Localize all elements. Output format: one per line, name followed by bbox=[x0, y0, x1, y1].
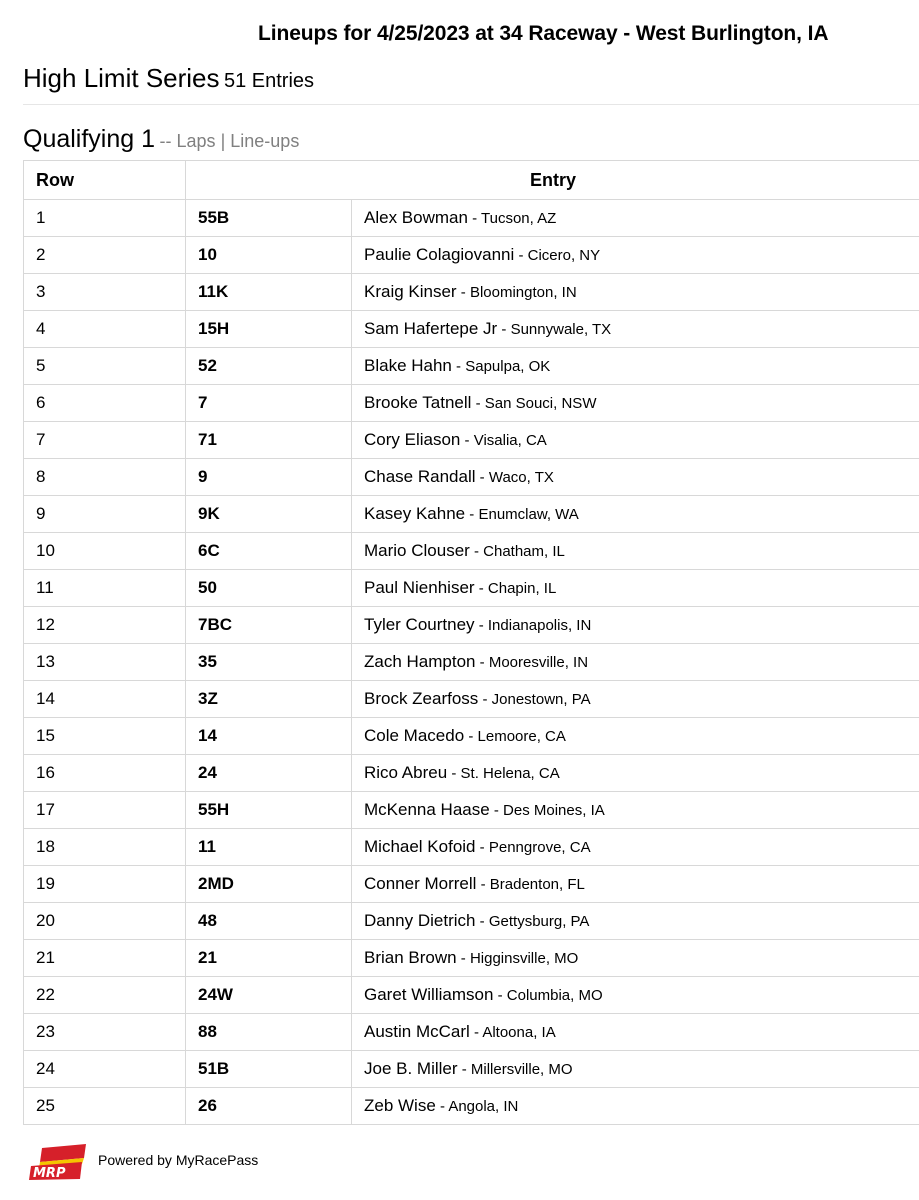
hometown-dash: - bbox=[456, 950, 470, 967]
hometown: Visalia, CA bbox=[473, 432, 547, 449]
driver-cell bbox=[352, 792, 919, 829]
entry-count: 51 Entries bbox=[223, 70, 315, 92]
car-number: 52 bbox=[186, 348, 352, 385]
hometown-dash: - bbox=[469, 1024, 483, 1041]
car-number: 9K bbox=[186, 496, 352, 533]
car-number: 24W bbox=[186, 977, 352, 1014]
hometown-dash: - bbox=[475, 654, 489, 671]
table-row bbox=[24, 200, 919, 237]
row-number: 15 bbox=[24, 718, 186, 755]
row-number: 11 bbox=[24, 570, 186, 607]
driver-name[interactable]: Kraig Kinser bbox=[364, 282, 457, 301]
driver-cell bbox=[352, 1014, 919, 1051]
driver-name[interactable]: Alex Bowman bbox=[364, 208, 468, 227]
table-row bbox=[24, 681, 919, 718]
car-number: 24 bbox=[186, 755, 352, 792]
table-row bbox=[24, 348, 919, 385]
table-row bbox=[24, 311, 919, 348]
table-row bbox=[24, 570, 919, 607]
lineups-link[interactable]: Line-ups bbox=[230, 131, 300, 151]
driver-name[interactable]: Mario Clouser bbox=[364, 541, 470, 560]
car-number: 11K bbox=[186, 274, 352, 311]
hometown: Indianapolis, IN bbox=[487, 617, 592, 634]
row-number: 20 bbox=[24, 903, 186, 940]
hometown-dash: - bbox=[474, 617, 488, 634]
hometown-dash: - bbox=[464, 728, 478, 745]
car-number: 88 bbox=[186, 1014, 352, 1051]
table-row bbox=[24, 940, 919, 977]
hometown: Tucson, AZ bbox=[481, 210, 557, 227]
driver-cell bbox=[352, 866, 919, 903]
myracepass-logo-icon[interactable] bbox=[28, 1142, 88, 1182]
row-number: 2 bbox=[24, 237, 186, 274]
row-number: 3 bbox=[24, 274, 186, 311]
car-number: 14 bbox=[186, 718, 352, 755]
hometown: Sunnywale, TX bbox=[510, 321, 612, 338]
hometown: Penngrove, CA bbox=[488, 839, 591, 856]
driver-cell bbox=[352, 311, 919, 348]
table-row bbox=[24, 385, 919, 422]
driver-name[interactable]: Conner Morrell bbox=[364, 874, 477, 893]
driver-name[interactable]: Brian Brown bbox=[364, 948, 457, 967]
driver-name[interactable]: Brooke Tatnell bbox=[364, 393, 472, 412]
hometown: Millersville, MO bbox=[470, 1061, 573, 1078]
hometown: Sapulpa, OK bbox=[465, 358, 551, 375]
qualifying-title: Qualifying 1 bbox=[23, 125, 156, 153]
driver-name[interactable]: Garet Williamson bbox=[364, 985, 494, 1004]
series-heading bbox=[23, 63, 314, 94]
row-number: 8 bbox=[24, 459, 186, 496]
driver-name[interactable]: Paul Nienhiser bbox=[364, 578, 475, 597]
table-row bbox=[24, 607, 919, 644]
table-row bbox=[24, 237, 919, 274]
table-row bbox=[24, 422, 919, 459]
hometown-dash: - bbox=[447, 765, 461, 782]
hometown-dash: - bbox=[493, 987, 507, 1004]
row-number: 12 bbox=[24, 607, 186, 644]
driver-name[interactable]: Joe B. Miller bbox=[364, 1059, 458, 1078]
table-row bbox=[24, 459, 919, 496]
hometown-dash: - bbox=[467, 210, 481, 227]
table-row bbox=[24, 903, 919, 940]
hometown-dash: - bbox=[457, 1061, 471, 1078]
hometown: St. Helena, CA bbox=[460, 765, 560, 782]
driver-name[interactable]: Danny Dietrich bbox=[364, 911, 476, 930]
row-number: 6 bbox=[24, 385, 186, 422]
hometown: Mooresville, IN bbox=[488, 654, 589, 671]
hometown-dash: - bbox=[474, 580, 488, 597]
table-row bbox=[24, 1051, 919, 1088]
car-number: 6C bbox=[186, 533, 352, 570]
row-number: 7 bbox=[24, 422, 186, 459]
series-name: High Limit Series bbox=[23, 63, 220, 93]
table-row bbox=[24, 718, 919, 755]
driver-cell bbox=[352, 681, 919, 718]
hometown-dash: - bbox=[475, 913, 489, 930]
car-number: 7 bbox=[186, 385, 352, 422]
driver-name[interactable]: Blake Hahn bbox=[364, 356, 452, 375]
table-row bbox=[24, 1088, 919, 1125]
car-number: 15H bbox=[186, 311, 352, 348]
table-row bbox=[24, 829, 919, 866]
driver-name[interactable]: Zach Hampton bbox=[364, 652, 476, 671]
hometown-dash: - bbox=[465, 506, 479, 523]
row-number: 16 bbox=[24, 755, 186, 792]
table-row bbox=[24, 533, 919, 570]
hometown: Bradenton, FL bbox=[489, 876, 585, 893]
table-row bbox=[24, 977, 919, 1014]
row-number: 10 bbox=[24, 533, 186, 570]
car-number: 21 bbox=[186, 940, 352, 977]
car-number: 50 bbox=[186, 570, 352, 607]
hometown-dash: - bbox=[469, 543, 484, 560]
hometown-dash: - bbox=[451, 358, 466, 375]
links-prefix: -- bbox=[159, 131, 172, 151]
row-number: 13 bbox=[24, 644, 186, 681]
hometown-dash: - bbox=[475, 839, 489, 856]
hometown: Des Moines, IA bbox=[503, 802, 605, 819]
hometown: Chapin, IL bbox=[487, 580, 557, 597]
row-number: 4 bbox=[24, 311, 186, 348]
driver-cell bbox=[352, 348, 919, 385]
car-number: 10 bbox=[186, 237, 352, 274]
hometown: Chatham, IL bbox=[483, 543, 565, 560]
table-row bbox=[24, 755, 919, 792]
car-number: 2MD bbox=[186, 866, 352, 903]
powered-by-text: Powered by MyRacePass bbox=[98, 1152, 259, 1168]
driver-cell bbox=[352, 607, 919, 644]
driver-cell bbox=[352, 459, 919, 496]
hometown: Cicero, NY bbox=[527, 247, 601, 264]
table-header-row bbox=[24, 161, 919, 200]
qualifying-heading bbox=[23, 125, 299, 154]
driver-name[interactable]: Chase Randall bbox=[364, 467, 476, 486]
qualifying-links bbox=[159, 131, 299, 151]
car-number: 35 bbox=[186, 644, 352, 681]
table-row bbox=[24, 274, 919, 311]
column-header-entry: Entry bbox=[186, 161, 919, 200]
row-number: 23 bbox=[24, 1014, 186, 1051]
driver-name[interactable]: Kasey Kahne bbox=[364, 504, 466, 523]
row-number: 17 bbox=[24, 792, 186, 829]
row-number: 22 bbox=[24, 977, 186, 1014]
driver-cell bbox=[352, 496, 919, 533]
footer bbox=[28, 1142, 258, 1182]
car-number: 55H bbox=[186, 792, 352, 829]
hometown: Jonestown, PA bbox=[491, 691, 591, 708]
hometown: Gettysburg, PA bbox=[488, 913, 590, 930]
hometown-dash: - bbox=[460, 432, 474, 449]
car-number: 55B bbox=[186, 200, 352, 237]
car-number: 3Z bbox=[186, 681, 352, 718]
driver-cell bbox=[352, 570, 919, 607]
links-separator: | bbox=[220, 131, 226, 151]
table-row bbox=[24, 496, 919, 533]
hometown: Altoona, IA bbox=[482, 1024, 556, 1041]
driver-cell bbox=[352, 940, 919, 977]
car-number: 51B bbox=[186, 1051, 352, 1088]
table-row bbox=[24, 866, 919, 903]
row-number: 18 bbox=[24, 829, 186, 866]
driver-cell bbox=[352, 977, 919, 1014]
hometown: Waco, TX bbox=[488, 469, 554, 486]
driver-cell bbox=[352, 237, 919, 274]
laps-link[interactable]: Laps bbox=[176, 131, 216, 151]
driver-cell bbox=[352, 385, 919, 422]
logo-text: MRP bbox=[33, 1166, 66, 1181]
hometown-dash: - bbox=[471, 395, 485, 412]
car-number: 48 bbox=[186, 903, 352, 940]
hometown-dash: - bbox=[514, 247, 528, 264]
hometown: San Souci, NSW bbox=[484, 395, 597, 412]
driver-name[interactable]: Zeb Wise bbox=[364, 1096, 436, 1115]
driver-name[interactable]: McKenna Haase bbox=[364, 800, 490, 819]
row-number: 24 bbox=[24, 1051, 186, 1088]
driver-cell bbox=[352, 829, 919, 866]
row-number: 14 bbox=[24, 681, 186, 718]
driver-name[interactable]: Cory Eliason bbox=[364, 430, 461, 449]
hometown-dash: - bbox=[476, 876, 490, 893]
car-number: 9 bbox=[186, 459, 352, 496]
table-row bbox=[24, 1014, 919, 1051]
driver-cell bbox=[352, 1051, 919, 1088]
row-number: 5 bbox=[24, 348, 186, 385]
hometown: Angola, IN bbox=[448, 1098, 519, 1115]
driver-cell bbox=[352, 533, 919, 570]
car-number: 71 bbox=[186, 422, 352, 459]
column-header-row: Row bbox=[24, 161, 186, 200]
lineup-body bbox=[24, 200, 919, 1125]
driver-name[interactable]: Rico Abreu bbox=[364, 763, 448, 782]
driver-cell bbox=[352, 200, 919, 237]
row-number: 19 bbox=[24, 866, 186, 903]
hometown: Enumclaw, WA bbox=[478, 506, 579, 523]
driver-cell bbox=[352, 718, 919, 755]
hometown-dash: - bbox=[489, 802, 504, 819]
driver-cell bbox=[352, 644, 919, 681]
driver-cell bbox=[352, 422, 919, 459]
driver-name[interactable]: Austin McCarl bbox=[364, 1022, 470, 1041]
hometown-dash: - bbox=[435, 1098, 449, 1115]
hometown: Higginsville, MO bbox=[469, 950, 579, 967]
row-number: 21 bbox=[24, 940, 186, 977]
hometown-dash: - bbox=[475, 469, 489, 486]
row-number: 25 bbox=[24, 1088, 186, 1125]
driver-cell bbox=[352, 903, 919, 940]
hometown-dash: - bbox=[478, 691, 492, 708]
table-row bbox=[24, 644, 919, 681]
driver-name[interactable]: Cole Macedo bbox=[364, 726, 465, 745]
hometown: Columbia, MO bbox=[506, 987, 603, 1004]
hometown: Lemoore, CA bbox=[477, 728, 566, 745]
table-row bbox=[24, 792, 919, 829]
row-number: 9 bbox=[24, 496, 186, 533]
row-number: 1 bbox=[24, 200, 186, 237]
lineup-table bbox=[23, 160, 919, 1125]
driver-name[interactable]: Brock Zearfoss bbox=[364, 689, 479, 708]
driver-name[interactable]: Sam Hafertepe Jr bbox=[364, 319, 498, 338]
hometown-dash: - bbox=[497, 321, 511, 338]
driver-cell bbox=[352, 755, 919, 792]
driver-name[interactable]: Tyler Courtney bbox=[364, 615, 475, 634]
hometown: Bloomington, IN bbox=[469, 284, 577, 301]
driver-cell bbox=[352, 1088, 919, 1125]
driver-name[interactable]: Michael Kofoid bbox=[364, 837, 476, 856]
driver-cell bbox=[352, 274, 919, 311]
page-title: Lineups for 4/25/2023 at 34 Raceway - West Burlington, IA bbox=[258, 22, 829, 45]
section-divider bbox=[23, 104, 919, 105]
car-number: 7BC bbox=[186, 607, 352, 644]
hometown-dash: - bbox=[456, 284, 470, 301]
driver-name[interactable]: Paulie Colagiovanni bbox=[364, 245, 515, 264]
car-number: 26 bbox=[186, 1088, 352, 1125]
car-number: 11 bbox=[186, 829, 352, 866]
